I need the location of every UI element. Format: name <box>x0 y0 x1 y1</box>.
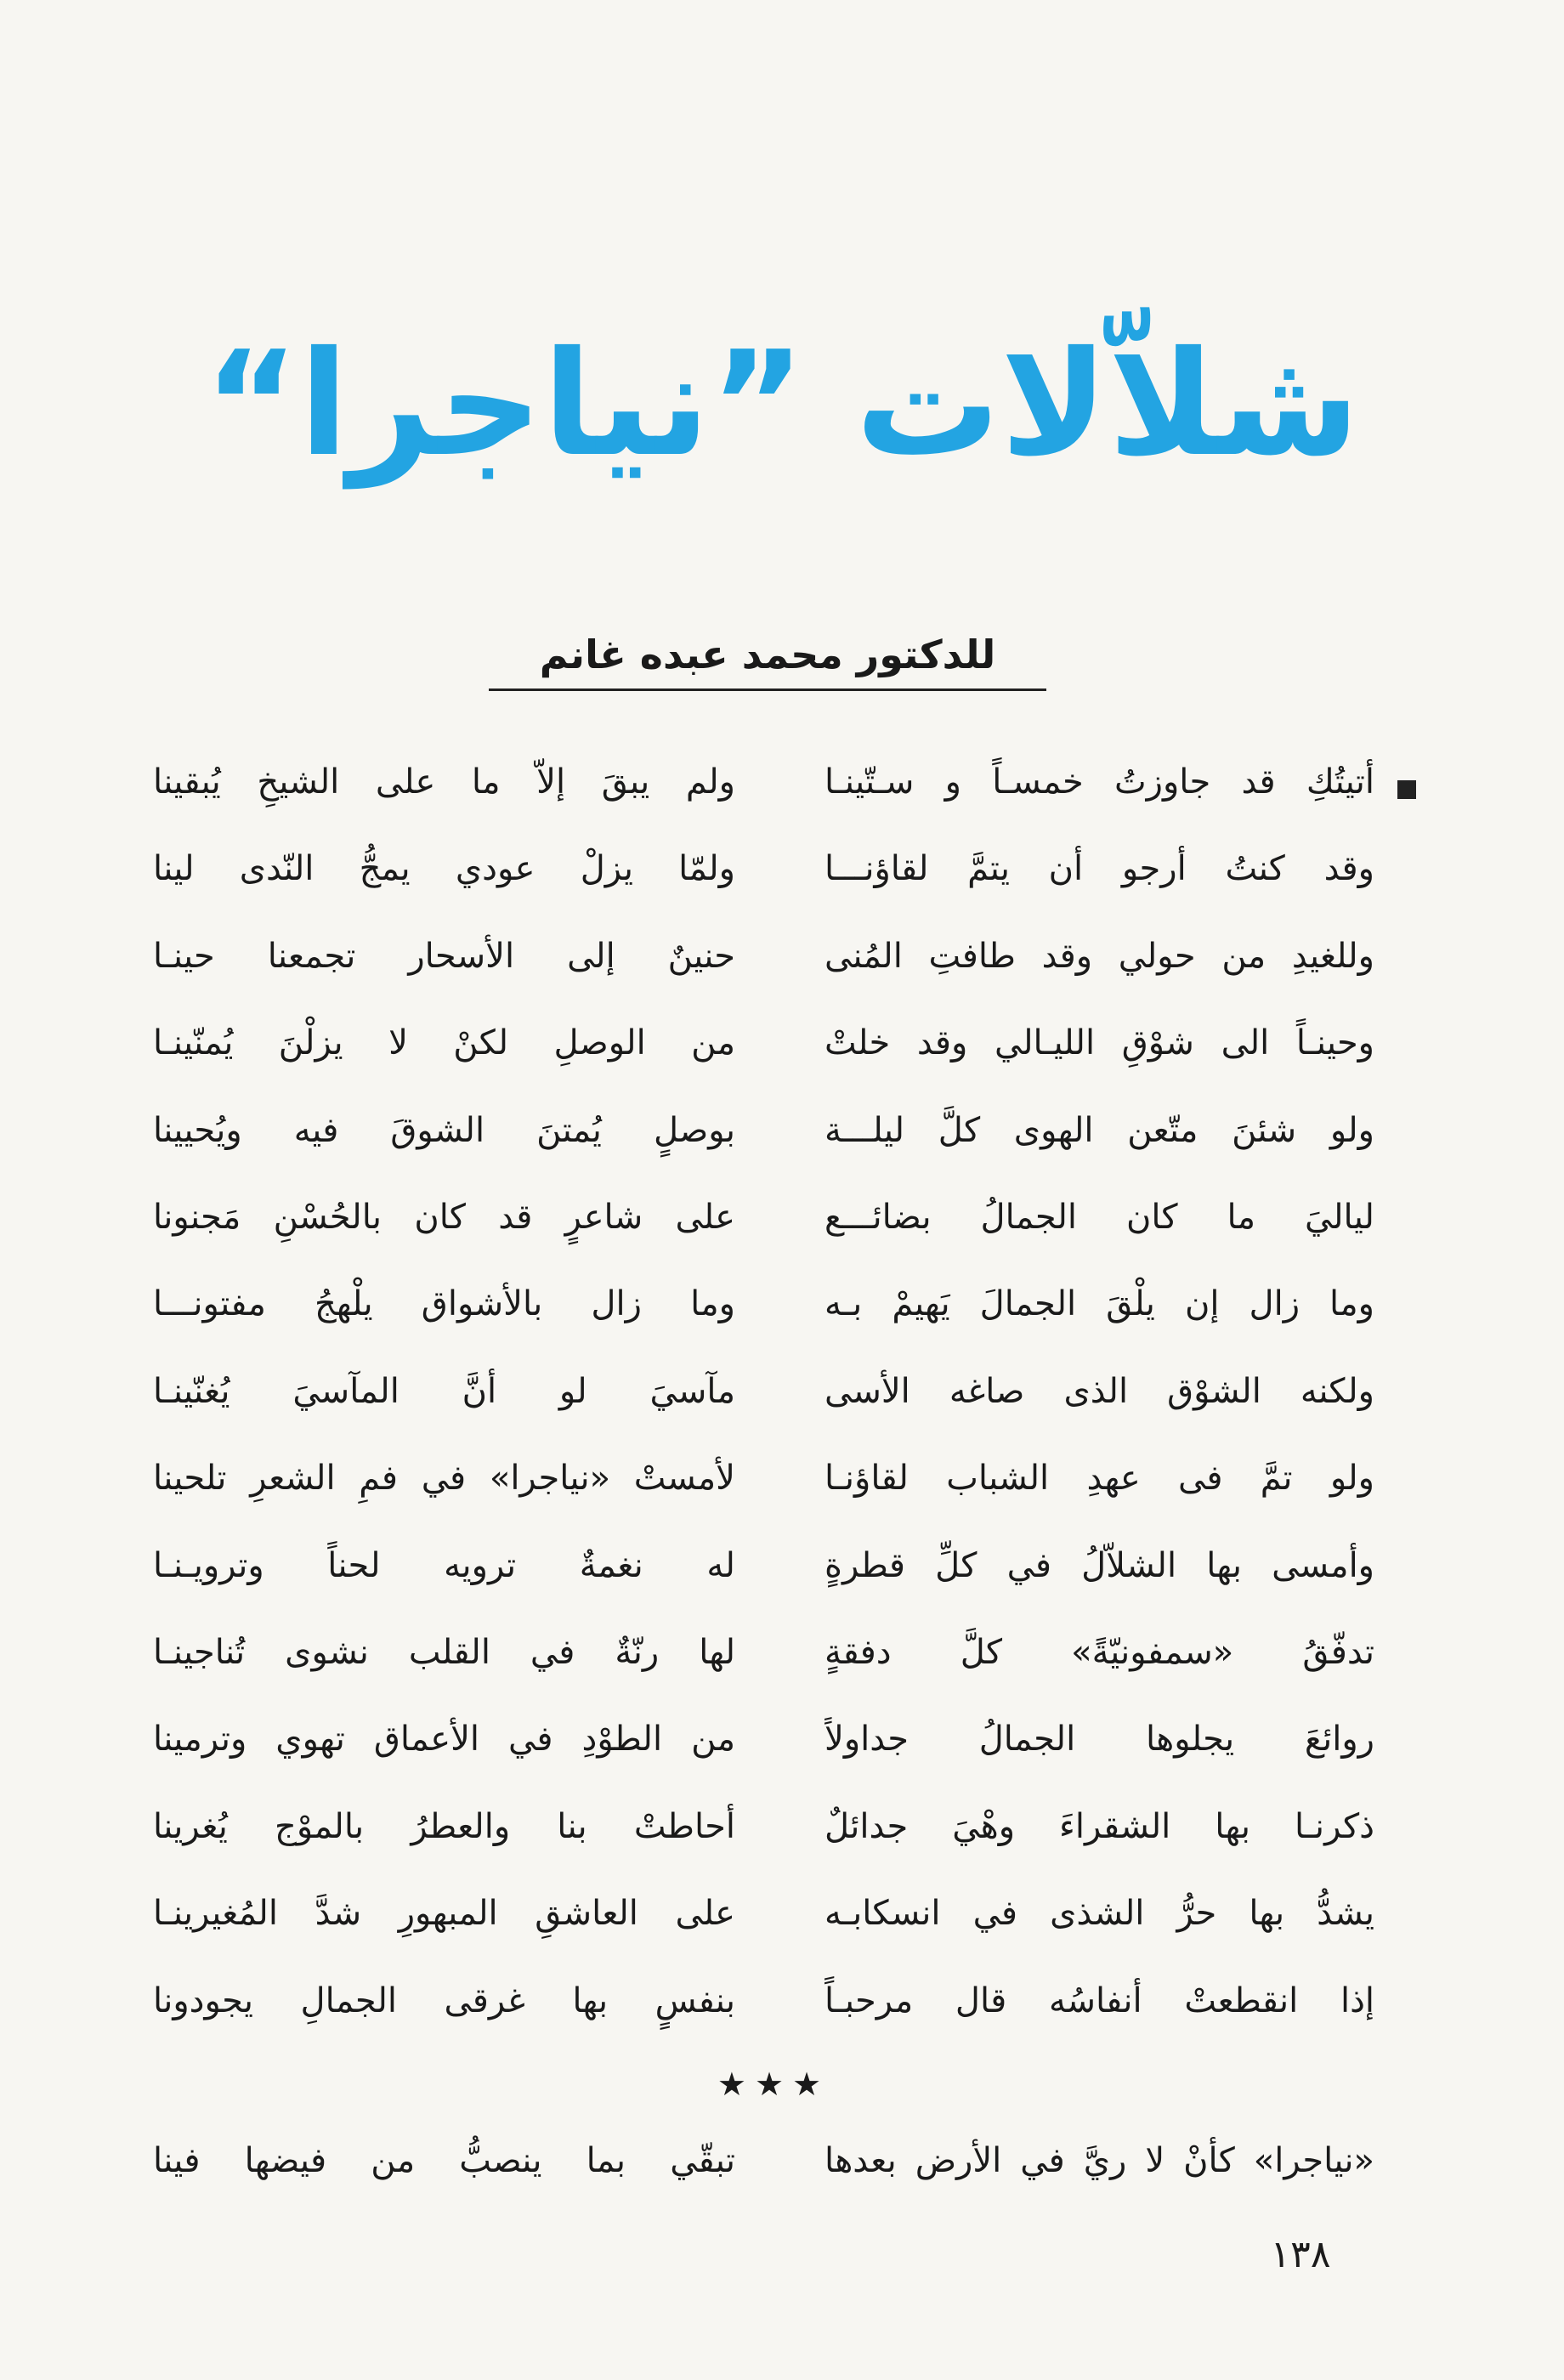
verse-second-hemistich: تبقّي بما ينصبُّ من فيضها فينا <box>153 2141 735 2180</box>
verse-line <box>0 1174 1564 1261</box>
verse-first-hemistich: ولو تمَّ فى عهدِ الشباب لقاؤنـا <box>824 1459 1374 1499</box>
verse-line <box>0 825 1564 912</box>
closing-verse-line <box>0 2117 1564 2204</box>
verse-line <box>0 1000 1564 1086</box>
verse-second-hemistich: على العاشقِ المبهورِ شدَّ المُغيرينـا <box>153 1894 735 1934</box>
verse-line <box>0 1087 1564 1174</box>
verse-first-hemistich: يشدُّ بها حرُّ الشذى في انسكابـه <box>824 1894 1374 1934</box>
verse-first-hemistich: ولكنه الشوْق الذى صاغه الأسى <box>824 1371 1374 1411</box>
verse-line <box>0 739 1564 825</box>
verse-first-hemistich: أتيتُكِ قد جاوزتُ خمسـاً و سـتّينـا <box>824 762 1374 802</box>
page-number: ١٣٨ <box>1270 2233 1331 2276</box>
verse-second-hemistich: من الطوْدِ في الأعماق تهوي وترمينا <box>153 1720 735 1760</box>
verse-second-hemistich: على شاعرٍ قد كان بالحُسْنِ مَجنونا <box>153 1198 735 1237</box>
verse-first-hemistich: إذا انقطعتْ أنفاسُه قال مرحبـاً <box>824 1980 1374 2020</box>
verse-second-hemistich: وما زال بالأشواق يلْهجُ مفتونـــا <box>153 1284 735 1324</box>
verse-second-hemistich: لأمستْ «نياجرا» في فمِ الشعرِ تلحينا <box>153 1459 735 1499</box>
verse-line <box>0 1696 1564 1782</box>
verse-line <box>0 1348 1564 1435</box>
verse-second-hemistich: له نغمةٌ ترويه لحناً وترويـنـا <box>153 1545 735 1585</box>
verse-line <box>0 913 1564 1000</box>
author-byline: للدكتور محمد عبده غانم <box>489 620 1046 691</box>
verse-second-hemistich: من الوصلِ لكنْ لا يزلْنَ يُمنّينـا <box>153 1023 735 1063</box>
verse-line <box>0 1870 1564 1957</box>
verse-second-hemistich: أحاطتْ بنا والعطرُ بالموْج يُغرينا <box>153 1806 735 1846</box>
verse-line <box>0 1958 1564 2044</box>
verse-line <box>0 1609 1564 1696</box>
verse-line <box>0 1261 1564 1347</box>
verse-second-hemistich: حنينٌ إلى الأسحار تجمعنا حينـا <box>153 936 735 976</box>
verse-first-hemistich: روائعَ يجلوها الجمالُ جداولاً <box>824 1720 1374 1760</box>
verse-first-hemistich: لياليَ ما كان الجمالُ بضائـــع <box>824 1198 1374 1237</box>
verse-first-hemistich: وللغيدِ من حولي وقد طافتِ المُنى <box>824 936 1374 976</box>
verse-first-hemistich: ذكرنـا بها الشقراءَ وهْيَ جدائلٌ <box>824 1806 1374 1846</box>
verse-first-hemistich: وقد كنتُ أرجو أن يتمَّ لقاؤنـــا <box>824 849 1374 889</box>
verse-line <box>0 1435 1564 1522</box>
verse-first-hemistich: «نياجرا» كأنْ لا ريَّ في الأرض بعدها <box>824 2141 1374 2180</box>
verse-second-hemistich: مآسيَ لو أنَّ المآسيَ يُغنّينـا <box>153 1371 735 1411</box>
verse-first-hemistich: ولو شئنَ متّعن الهوى كلَّ ليلـــة <box>824 1110 1374 1150</box>
verse-line <box>0 1783 1564 1870</box>
verse-second-hemistich: بنفسٍ بها غرقى الجمالِ يجودونا <box>153 1980 735 2020</box>
verse-first-hemistich: وأمسى بها الشلاّلُ في كلِّ قطرةٍ <box>824 1545 1374 1585</box>
stanza-separator: ★★★ <box>717 2066 830 2103</box>
verse-second-hemistich: لها رنّةٌ في القلب نشوى تُناجينـا <box>153 1633 735 1672</box>
verse-line <box>0 1522 1564 1609</box>
verse-second-hemistich: ولمّا يزلْ عودي يمجُّ النّدى لينا <box>153 849 735 889</box>
verse-first-hemistich: تدفّقُ «سمفونيّةً» كلَّ دفقةٍ <box>824 1633 1374 1672</box>
verse-first-hemistich: وما زال إن يلْقَ الجمالَ يَهيمْ بـه <box>824 1284 1374 1324</box>
verse-second-hemistich: ولم يبقَ إلاّ ما على الشيخِ يُبقينا <box>153 762 735 802</box>
verse-second-hemistich: بوصلٍ يُمتنَ الشوقَ فيه ويُحيينا <box>153 1110 735 1150</box>
page-title: شلاّلات ”نياجرا“ <box>204 320 1360 489</box>
verse-first-hemistich: وحينـاً الى شوْقِ الليـالي وقد خلتْ <box>824 1023 1374 1063</box>
